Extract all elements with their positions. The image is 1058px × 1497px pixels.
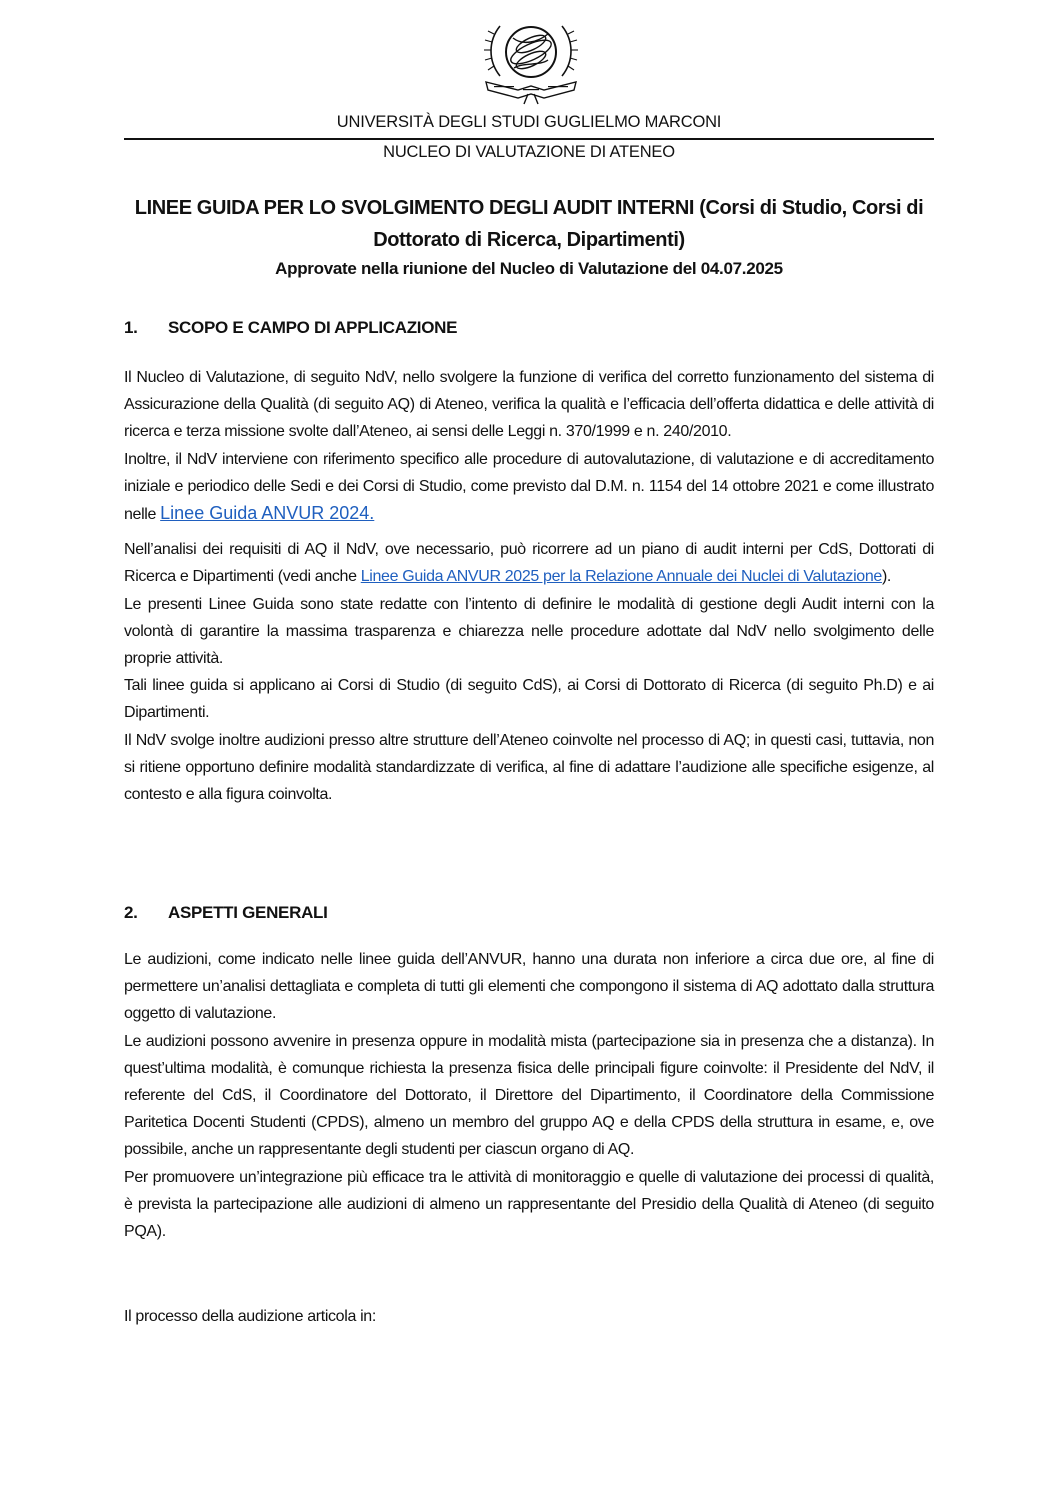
section-1-body [124, 364, 934, 808]
paragraph: Le audizioni, come indicato nelle linee guida dell’ANVUR, hanno una durata non inferiore a circa due ore, al fine di permettere un’analisi dettagliata e completa di tutti gli elementi che compongono il sistema di AQ adottato dalla struttura oggetto di valutazione. [124, 951, 934, 1023]
link-linee-guida-anvur-2024[interactable]: Linee Guida ANVUR 2024. [160, 503, 375, 524]
paragraph: Le presenti Linee Guida sono state redatte con l’intento di definire le modalità di gestione degli Audit interni con la volontà di garantire la massima trasparenza e chiarezza nelle procedure adottate dal NdV nello svolgimento delle proprie attività. [124, 595, 934, 668]
paragraph-text: Inoltre, il NdV interviene con riferimento specifico alle procedure di autovalutazione, di valutazione e di accreditamento iniziale e periodico delle Sedi e dei Corsi di Studio, come previsto dal D.M. n. 1154 del 14 ottobre 2021 e come illustrato nelle [124, 450, 934, 524]
section-title: ASPETTI GENERALI [168, 903, 328, 922]
paragraph: Le audizioni possono avvenire in presenza oppure in modalità mista (partecipazione sia in presenza che a distanza). In quest’ultima modalità, è comunque richiesta la presenza fisica delle principali figure coinvolte: il Presidente del NdV, il referente del CdS, il Coordinatore del Dottorato, il Direttore del Dipartimento, il Coordinatore della Commissione Paritetica Docenti Studenti (CPDS), almeno un membro del gruppo AQ e della CPDS della struttura in esame, e, ove possibile, anche un rappresentante degli studenti per ciascun organo di AQ. [124, 1032, 934, 1159]
section-2-process-intro [124, 1303, 934, 1330]
university-seal-logo [478, 16, 584, 106]
paragraph [124, 446, 934, 529]
paragraph-text: Nell’analisi dei requisiti di AQ il NdV, ove necessario, può ricorrere ad un piano di audit interni per CdS, Dottorati di Ricerca e Dipartimenti (vedi anche [124, 541, 934, 586]
paragraph [124, 536, 934, 590]
university-name: UNIVERSITÀ DEGLI STUDI GUGLIELMO MARCONI [336, 113, 722, 131]
paragraph-text: ). [881, 568, 892, 586]
document-title: LINEE GUIDA PER LO SVOLGIMENTO DEGLI AUDIT INTERNI (Corsi di Studio, Corsi di Dottorato di Ricerca, Dipartimenti) [134, 197, 924, 251]
section-heading-1 [124, 318, 457, 338]
paragraph: Per promuovere un’integrazione più efficace tra le attività di monitoraggio e quelle di valutazione dei processi di qualità, è prevista la partecipazione alle audizioni di almeno un rappresentante del Presidio della Qualità di Ateneo (di seguito PQA). [124, 1168, 934, 1241]
paragraph: Tali linee guida si applicano ai Corsi di Studio (di seguito CdS), ai Corsi di Dottorato di Ricerca (di seguito Ph.D) e ai Dipartimenti. [124, 677, 934, 722]
paragraph: Il NdV svolge inoltre audizioni presso altre strutture dell’Ateneo coinvolte nel processo di AQ; in questi casi, tuttavia, non si ritiene opportuno definire modalità standardizzate di verifica, al fine di adattare l’audizione alle specifiche esigenze, al contesto e alla figura coinvolta. [124, 731, 934, 804]
section-title: SCOPO E CAMPO DI APPLICAZIONE [168, 318, 458, 337]
section-2-body [124, 946, 934, 1245]
section-number: 2. [124, 903, 138, 922]
paragraph: Il processo della audizione articola in: [124, 1308, 376, 1325]
header-divider [124, 138, 934, 140]
section-heading-2 [124, 903, 328, 923]
document-subtitle: Approvate nella riunione del Nucleo di Valutazione del 04.07.2025 [275, 259, 783, 278]
link-linee-guida-anvur-2025[interactable]: Linee Guida ANVUR 2025 per la Relazione Annuale dei Nuclei di Valutazione [360, 568, 882, 586]
section-number: 1. [124, 318, 138, 337]
seal-icon [478, 16, 584, 106]
office-name: NUCLEO DI VALUTAZIONE DI ATENEO [383, 143, 675, 161]
paragraph: Il Nucleo di Valutazione, di seguito NdV, nello svolgere la funzione di verifica del corretto funzionamento del sistema di Assicurazione della Qualità (di seguito AQ) di Ateneo, verifica la qualità e l’efficacia dell’offerta didattica e delle attività di ricerca e terza missione svolte dall’Ateneo, ai sensi delle Leggi n. 370/1999 e n. 240/2010. [124, 369, 934, 441]
